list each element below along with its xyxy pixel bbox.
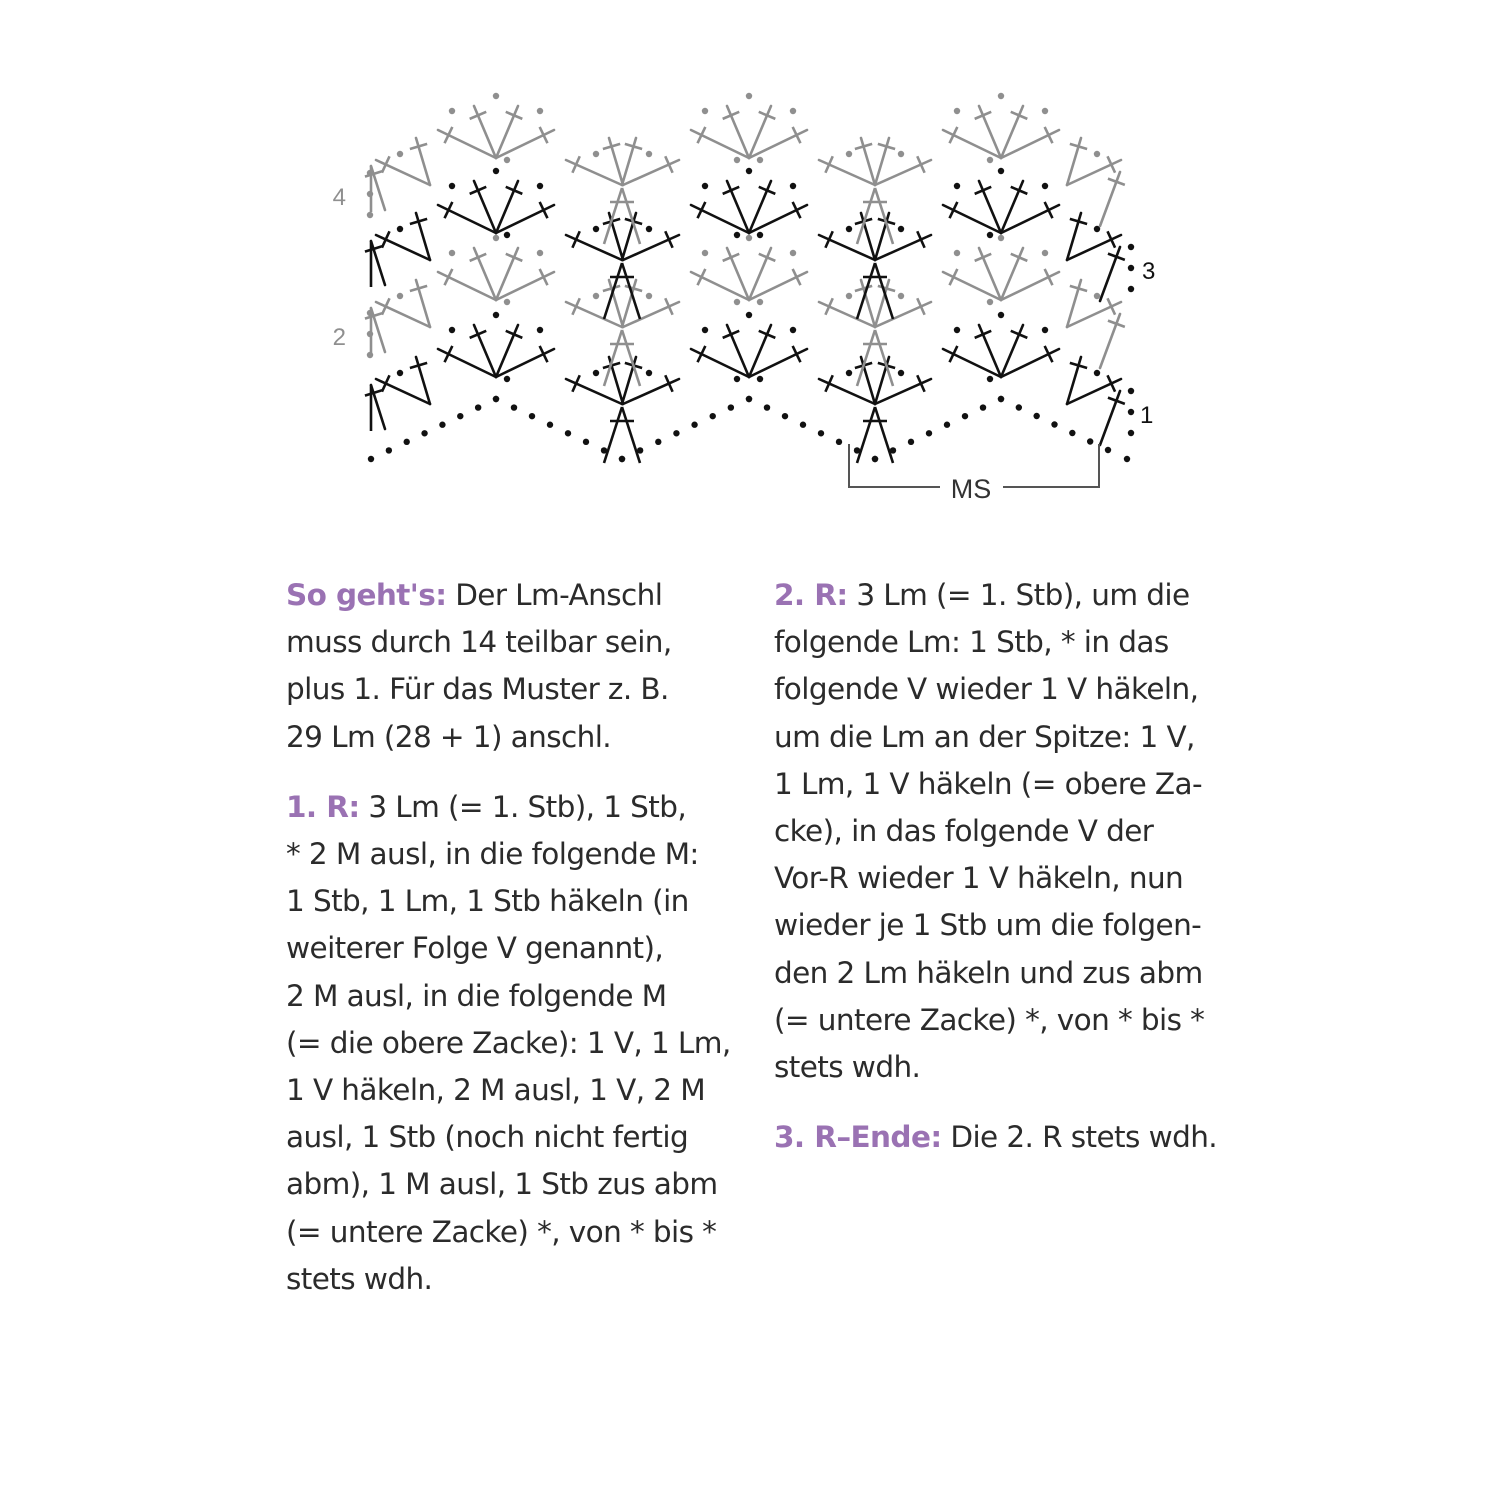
repeat-bracket — [849, 444, 1099, 504]
intro-paragraph: So geht's: Der Lm-Anschl muss durch 14 teilbar sein, plus 1. Für das Muster z. B. 29 Lm (28 + 1) anschl. — [286, 578, 672, 754]
row-label-3: 3 — [1142, 258, 1156, 285]
instructions-left-column — [286, 572, 736, 1326]
row-label-4: 4 — [332, 184, 346, 211]
chart-row-1 — [365, 312, 1125, 463]
chart-row-2 — [365, 235, 1125, 386]
row2-lead: 2. R: — [774, 578, 848, 612]
repeat-label: MS — [950, 474, 992, 504]
row1-lead: 1. R: — [286, 789, 360, 824]
intro-lead: So geht's: — [286, 578, 447, 612]
row-label-1: 1 — [1140, 402, 1154, 429]
row-label-2: 2 — [332, 324, 346, 351]
row-labels — [333, 170, 1156, 436]
row1-paragraph: 1. R: 3 Lm (= 1. Stb), 1 Stb, * 2 M ausl, in die folgende M: 1 Stb, 1 Lm, 1 Stb häkeln (in weiterer Folge V genannt), 2 M ausl, in die folgende M (= die obere Zacke): 1 V, 1 Lm, 1 V häkeln, 2 M ausl, 1 V, 2 M ausl, 1 Stb (noch nicht fertig abm), 1 M ausl, 1 Stb zus abm (= untere Zacke) *, von * bis * stets wdh. — [286, 789, 731, 1296]
row3-paragraph: 3. R–Ende: Die 2. R stets wdh. — [774, 1120, 1218, 1155]
instructions-right-column — [774, 572, 1234, 1184]
foundation-chain — [368, 396, 1130, 462]
row2-paragraph: 2. R: 3 Lm (= 1. Stb), um die folgende Lm: 1 Stb, * in das folgende V wieder 1 V häkeln, um die Lm an der Spitze: 1 V, 1 Lm, 1 V häkeln (= obere Za- cke), in das folgende V der Vor-R wieder 1 V häkeln, nun wieder je 1 Stb um die folgen- den 2 Lm häkeln und zus abm (= untere Zacke) *, von * bis * stets wdh. — [774, 578, 1205, 1085]
chart-rows — [365, 93, 1130, 463]
row3-lead: 3. R–Ende: — [774, 1120, 942, 1155]
crochet-chart — [0, 0, 1500, 520]
